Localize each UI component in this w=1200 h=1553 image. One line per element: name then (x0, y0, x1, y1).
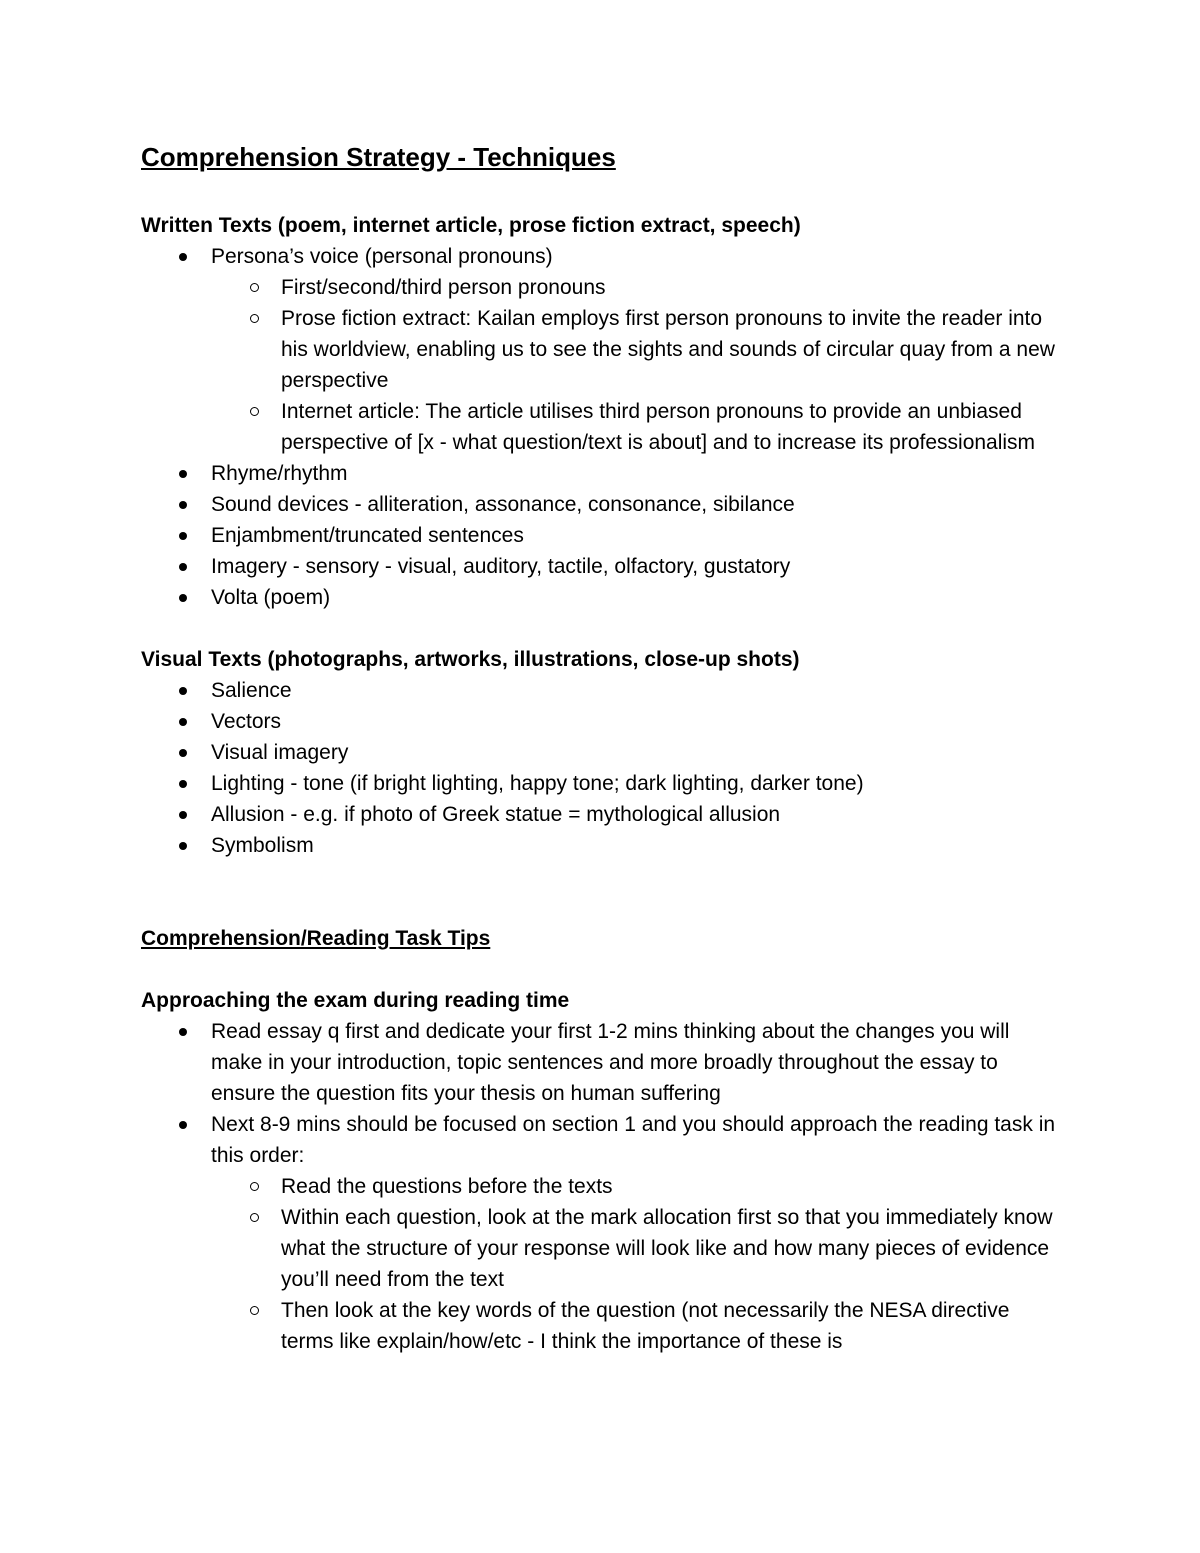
hollow-bullet-icon (250, 1182, 259, 1191)
sub-list-item-text: Then look at the key words of the question (not necessarily the NESA directive terms like explain/how/etc - I think the importance of these is (281, 1299, 1010, 1353)
bullet-icon (179, 1028, 187, 1036)
sub-list-item (141, 1171, 1061, 1202)
list-item-text: Next 8-9 mins should be focused on section 1 and you should approach the reading task in this order: (211, 1113, 1056, 1167)
page-title: Comprehension Strategy - Techniques (141, 142, 616, 172)
sub-list-item (141, 303, 1061, 396)
bullet-icon (179, 253, 187, 261)
list-item (141, 799, 1061, 830)
bullet-icon (179, 501, 187, 509)
bullet-icon (179, 563, 187, 571)
list-item (141, 768, 1061, 799)
list-item (141, 241, 1061, 458)
sub-list-item (141, 272, 1061, 303)
bullet-icon (179, 470, 187, 478)
tips-title: Comprehension/Reading Task Tips (141, 927, 491, 950)
list-item (141, 737, 1061, 768)
hollow-bullet-icon (250, 314, 259, 323)
hollow-bullet-icon (250, 407, 259, 416)
tips-list (141, 1016, 1061, 1357)
list-item-text: Enjambment/truncated sentences (211, 524, 524, 547)
list-item-text: Sound devices - alliteration, assonance, consonance, sibilance (211, 493, 795, 516)
bullet-icon (179, 842, 187, 850)
hollow-bullet-icon (250, 1306, 259, 1315)
list-item-text: Imagery - sensory - visual, auditory, tactile, olfactory, gustatory (211, 555, 791, 578)
sub-list-item-text: Read the questions before the texts (281, 1175, 613, 1198)
bullet-icon (179, 749, 187, 757)
hollow-bullet-icon (250, 283, 259, 292)
bullet-icon (179, 811, 187, 819)
hollow-bullet-icon (250, 1213, 259, 1222)
list-item-text: Read essay q first and dedicate your first 1-2 mins thinking about the changes you will make in your introduction, topic sentences and more broadly throughout the essay to ensure the question fits your thesis on human suffering (211, 1020, 1010, 1105)
list-item (141, 1109, 1061, 1357)
written-texts-heading: Written Texts (poem, internet article, prose fiction extract, speech) (141, 214, 801, 237)
list-item-text: Rhyme/rhythm (211, 462, 348, 485)
list-item-text: Salience (211, 679, 292, 702)
bullet-icon (179, 780, 187, 788)
reading-order-sublist (141, 1171, 1061, 1357)
list-item (141, 706, 1061, 737)
list-item-text: Lighting - tone (if bright lighting, happy tone; dark lighting, darker tone) (211, 772, 864, 795)
list-item (141, 1016, 1061, 1109)
sub-list-item-text: Within each question, look at the mark allocation first so that you immediately know what the structure of your response will look like and how many pieces of evidence you’ll need from the text (281, 1206, 1053, 1291)
sub-list-item-text: Prose fiction extract: Kailan employs first person pronouns to invite the reader into his worldview, enabling us to see the sights and sounds of circular quay from a new perspective (281, 307, 1055, 392)
persona-sublist (141, 272, 1061, 458)
sub-list-item-text: First/second/third person pronouns (281, 276, 606, 299)
list-item-text: Persona’s voice (personal pronouns) (211, 245, 553, 268)
sub-list-item-text: Internet article: The article utilises third person pronouns to provide an unbiased perspective of [x - what question/text is about] and to increase its professionalism (281, 400, 1036, 454)
list-item-text: Visual imagery (211, 741, 349, 764)
bullet-icon (179, 1121, 187, 1129)
sub-list-item (141, 396, 1061, 458)
list-item (141, 551, 1061, 582)
list-item-text: Symbolism (211, 834, 314, 857)
sub-list-item (141, 1202, 1061, 1295)
bullet-icon (179, 718, 187, 726)
list-item (141, 582, 1061, 613)
list-item-text: Vectors (211, 710, 282, 733)
sub-list-item (141, 1295, 1061, 1357)
list-item-text: Volta (poem) (211, 586, 331, 609)
bullet-icon (179, 687, 187, 695)
list-item-text: Allusion - e.g. if photo of Greek statue = mythological allusion (211, 803, 781, 826)
list-item (141, 675, 1061, 706)
list-item (141, 520, 1061, 551)
written-texts-list (141, 241, 1061, 613)
document-content (141, 138, 1061, 1357)
visual-texts-list (141, 675, 1061, 861)
bullet-icon (179, 532, 187, 540)
list-item (141, 489, 1061, 520)
approach-heading: Approaching the exam during reading time (141, 989, 570, 1012)
visual-texts-heading: Visual Texts (photographs, artworks, illustrations, close-up shots) (141, 648, 800, 671)
list-item (141, 830, 1061, 861)
list-item (141, 458, 1061, 489)
bullet-icon (179, 594, 187, 602)
